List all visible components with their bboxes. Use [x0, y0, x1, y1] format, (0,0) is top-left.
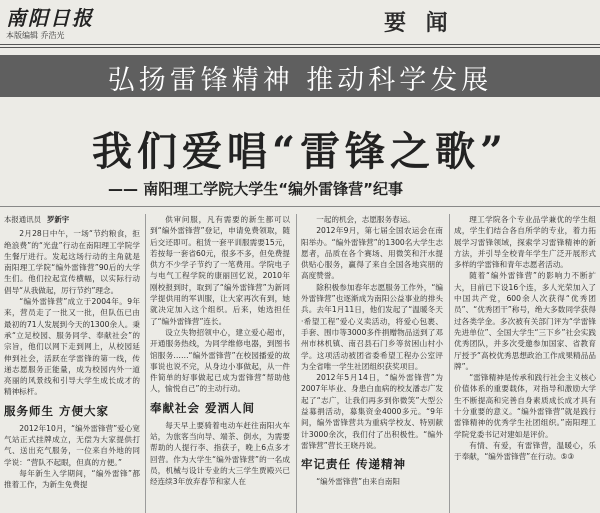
- article-paragraph: 供审问服，凡有需要的新生都可以到“编外雷锋营”登记，申请免费领取，随后交还即可。租赁一套平训服需要15元，若按每一套省60元，很多不多，但免费提供方不少学子节约了一笔费用。学院电子与电气工程学院的康丽回忆说，2010年刚校报到时，取到了“编外雷锋营”为新同学提供用的军训服，让大家再次有到，她就决定加入这个组织。后来，她选担任了“编外雷锋营”连长。: [150, 215, 290, 326]
- article-paragraph: “雷锋精神是传承和践行社会主义核心价值体系的重要载体，对指导和激励大学生不断提高和完善自身素质成长成才具有十分重要的意义。“编外雷锋营”就是践行雷锋精神的优秀学生社团组织。”南阳理工学院党委书记对建如是评价。: [454, 373, 596, 439]
- article-paragraph: 2012年5月14日，“编外雷锋营”为2007年毕业、身患白血病的校友潘志广发起了“志广，让我们再多到你微笑”大型公益募捐活动，募集资金4000多元。“9年间，编外雷锋营共为重病学校友、特别献计3000余次，我们付了出积极性。“编外雷锋营”营长王晓丹说。: [301, 373, 443, 450]
- article-paragraph: 2月28日中午，一场“节约粮食，拒绝浪费”的“光盘”行动在南阳理工学院学生餐厅进行。发起这场行动的主角就是南阳理工学院“编外雷锋营”90后的大学生们。他们拉起宣传横幅，以实际行动倡导“从我做起，厉行节约”理念。: [4, 229, 140, 295]
- masthead-rule-lower: [0, 47, 600, 48]
- subheadline: —— 南阳理工学院大学生“编外雷锋营”纪事: [108, 180, 403, 198]
- byline-label: 本报通讯员: [4, 215, 41, 224]
- article-paragraph: 随着“编外雷锋营”的影响力不断扩大，目前已下设16个连，多人光荣加入了中国共产党，600余人次获得“优秀团员”、“优秀团干”称号，绝大多数同学获得过各类学金。多次被有关部门评为“学雷锋先进单位”、全国大学生“三下乡”社会实践优秀团队，并多次受邀参加国家、省教育厅授予“高校优秀思想政治工作成果精品品牌”。: [454, 271, 596, 371]
- article-paragraph: 一起的机会，志愿服务春运。: [316, 215, 415, 224]
- section-title: 要 闻: [384, 11, 454, 36]
- article-paragraph: 每年新生入学期间，“编外雷锋”都推着工作，为新生免费提: [4, 468, 140, 490]
- article-paragraph: “编外雷锋营”成立于2004年。9年来，营员走了一批又一批，但队伍已由最初的71人发展到今天的1300余人。秉承“立足校园、服务同学、奉献社会”的宗旨，他们以网下走到网上，从校园延伸到社会，活跃在学雷锋的第一线，传递志愿服务正能量，成为校园内外一道亮丽的风景线和引导大学生成长成才的精神标杆。: [4, 297, 140, 397]
- article-paragraph: 除积极参加春年志愿服务工作外，“编外雷锋营”也逐渐成为南阳公益事业的排头兵。去年1月11日，他们发起了“温暖冬天·希望工程”爱心义卖活动，将爱心包裹、手套、围巾等3000多件捐赠物品送到了邓州市林机镇、南召县石门乡等贫困山村小学。这项活动被团省委希望工程办公室评为全省唯一学生社团组织获奖项目。: [301, 282, 443, 371]
- section-subheading: 服务师生 方便大家: [4, 403, 110, 418]
- article-paragraph: 2012年9月，第七届全国农运会在南阳举办。“编外雷锋营”的1300名大学生志愿者，品质在各个赛场、用微笑和汗水提供贴心服务，赢得了来自全国各地宾朋的高度赞誉。: [301, 226, 443, 281]
- article-column-1: [4, 214, 140, 513]
- banner-slogan: 弘扬雷锋精神 推动科学发展: [107, 65, 493, 96]
- article-paragraph: “编外雷锋营”由来自南阳: [316, 477, 400, 487]
- headline: 我们爱唱“雷锋之歌”: [91, 128, 508, 175]
- masthead: [0, 0, 600, 48]
- article-column-2: [150, 214, 290, 513]
- article-top-rule: [0, 206, 600, 207]
- article-column-3: [301, 214, 443, 513]
- banner: [0, 55, 600, 97]
- section-subheading: 牢记责任 传递精神: [301, 457, 407, 472]
- article-column-4: [454, 214, 596, 513]
- section-subheading: 奉献社会 爱洒人间: [150, 400, 256, 415]
- masthead-rule: [0, 44, 600, 45]
- article-paragraph: 每天早上要骑着电动车赶往南阳火车站，为旅客当向导、端茶、倒水，为需要帮助的人提行李、指获子，晚上6点多才回营。作为大学生“编外雷锋营”的一名成员，机械与设计专业的大三学生贾殿兴已经连续3年放弃春节和家人在: [150, 420, 290, 487]
- article-paragraph: 有情、有爱，有雷锋营，温暖心，乐于奉献，“编外雷锋营”在行动。⑤③: [454, 440, 596, 462]
- article-paragraph: 2012年10月，“编外雷锋营”爱心宽气站正式挂牌成立，无偿为大家提供打气、送出充气服务，一位来自外地的同学说：“营队不起眼，但真的方便。”: [4, 423, 140, 467]
- byline: [4, 214, 140, 225]
- newspaper-logo: 南阳日报: [6, 6, 94, 30]
- column-divider: [296, 214, 297, 513]
- byline-name: 罗新宇: [46, 215, 70, 224]
- column-divider: [449, 214, 450, 513]
- article-paragraph: 理工学院各个专业品学兼优的学生组成，学生们结合各自所学的专业，着力拓展学习雷锋领域，探索学习雷锋精神的新方法，并引导全校青年学生广泛开展形式多样的学雷锋和青年志愿者活动。: [454, 215, 596, 270]
- article-paragraph: 设立失物招领中心，建立爱心超市，开通服务热线，为同学维修电器，到图书馆服务……“编外雷锋营”在校园播爱的故事说也说不完，从身边小事做起，从一件件简单的好事做起已成为雷锋营“帮助他人，愉悦自己”的主动行动。: [150, 327, 290, 394]
- editor-credit: 本版编辑 乔浩光: [6, 31, 65, 40]
- column-divider: [145, 214, 146, 513]
